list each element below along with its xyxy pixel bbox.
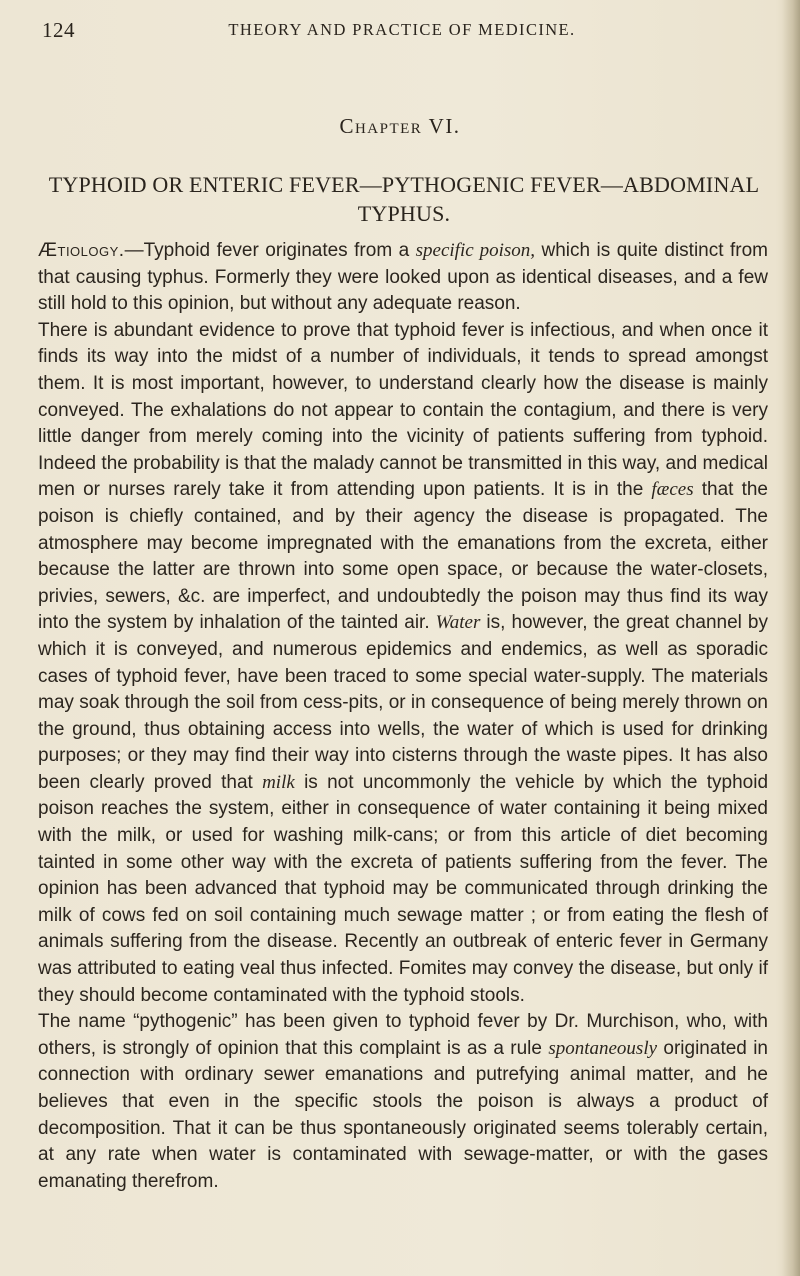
paragraph-pythogenic	[38, 1009, 768, 1195]
body-text	[38, 238, 768, 1195]
text-run: —Typhoid fever originates from a	[124, 240, 416, 261]
emphasis: milk	[262, 771, 295, 793]
chapter-title: TYPHOID OR ENTERIC FEVER—PYTHOGENIC FEVER—ABDOMINAL TYPHUS.	[48, 172, 760, 226]
text-run: There is abundant evidence to prove that typhoid fever is infectious, and when once it finds its way into the midst of a number of individuals, it tends to spread amongst them. It is most important, however, to understand clearly how the disease is mainly conveyed. The exhalations do not appear to contain the contagium, and there is very little danger from merely coming into the vicinity of patients suffering from typhoid. Indeed the probability is that the malady cannot be transmitted in this way, and medical men or nurses rarely take it from attending upon patients. It is in the	[38, 319, 768, 501]
paragraph-infection	[38, 318, 768, 1009]
text-run: is, however, the great channel by which it is conveyed, and numerous epidemics and endemics, as well as sporadic cases of typhoid fever, have been traced to some special water-supply. The materials may soak through the soil from cess-pits, or in consequence of being merely thrown on the ground, thus obtaining access into wells, the water of which is used for drinking purposes; or they may find their way into cisterns through the waste pipes. It has also been clearly proved that	[38, 612, 768, 793]
running-title: THEORY AND PRACTICE OF MEDICINE.	[228, 20, 576, 39]
emphasis: spontaneously	[548, 1037, 658, 1059]
page-edge-shadow	[782, 0, 800, 1276]
paragraph-aetiology	[38, 238, 768, 318]
running-head	[42, 18, 762, 48]
emphasis: Water	[435, 612, 481, 634]
text-run: originated in connection with ordinary sewer emanations and putrefying animal matter, and he believes that even in the specific stools the poison is always a product of decomposition. That it can be thus spontaneously originated seems tolerably certain, at any rate when water is contaminated with sewage-matter, or with the gases emanating therefrom.	[38, 1037, 768, 1192]
text-run: The name “pythogenic” has been given to typhoid fever by Dr. Murchison, who, with others, is strongly of opinion that this complaint is as a rule	[38, 1011, 768, 1059]
emphasis: fæces	[651, 479, 694, 501]
page-number: 124	[42, 18, 75, 42]
text-run: which is quite distinct from that causing typhus. Formerly they were looked upon as identical diseases, and a few still hold to this opinion, but without any adequate reason.	[38, 240, 768, 315]
chapter-heading: Chapter VI.	[339, 114, 461, 138]
text-run: is not uncommonly the vehicle by which the typhoid poison reaches the system, either in consequence of water containing it being mixed with the milk, or used for washing milk-cans; or from this article of diet becoming tainted in some other way with the excreta of patients suffering from the fever. The opinion has been advanced that typhoid may be communicated through drinking the milk of cows fed on soil containing much sewage matter ; or from eating the flesh of animals suffering from the disease. Recently an outbreak of enteric fever in Germany was attributed to eating veal thus infected. Fomites may convey the disease, but only if they should become contaminated with the typhoid stools.	[38, 771, 769, 1006]
emphasis: specific poison,	[415, 240, 536, 261]
text-run: that the poison is chiefly contained, and by their agency the disease is propagated. The atmosphere may become impregnated with the emanations from the excreta, either because the latter are thrown into some open space, or because the water-closets, privies, sewers, &c. are imperfect, and undoubtedly the poison may thus find its way into the system by inhalation of the tainted air.	[38, 479, 768, 634]
section-lead: Ætiology.	[38, 240, 125, 261]
